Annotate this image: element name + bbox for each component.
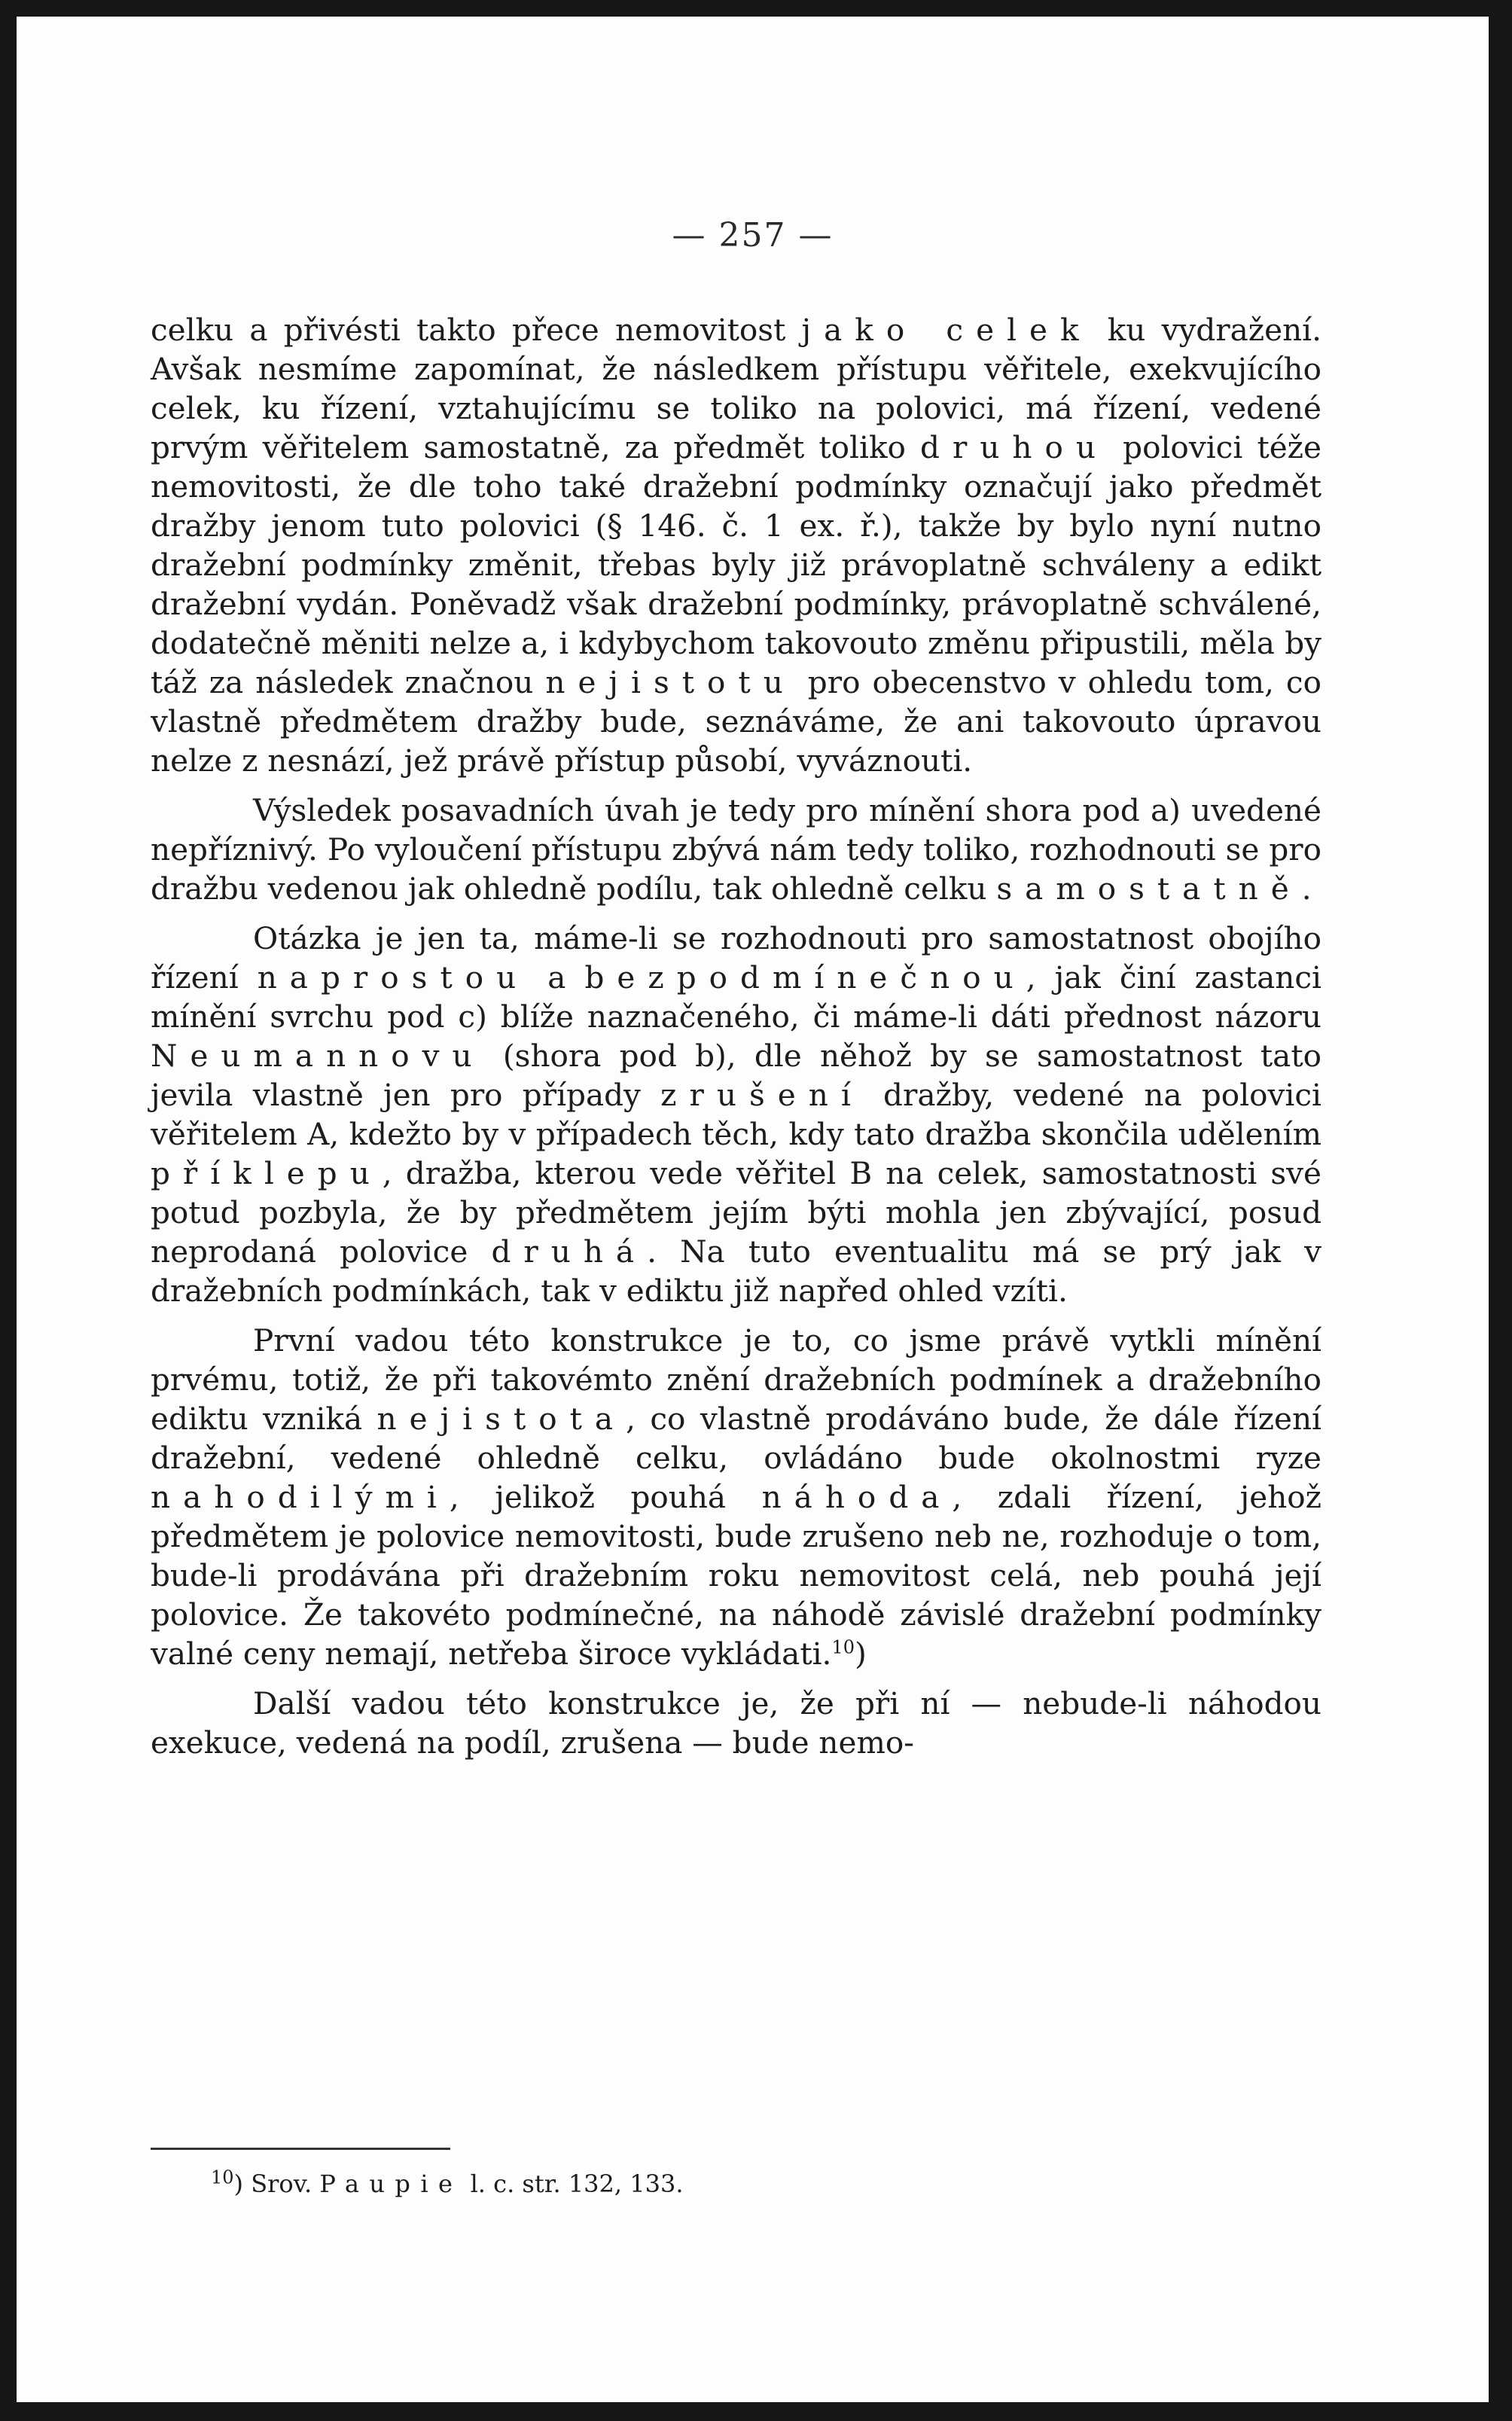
spaced-emphasis: nejistota [376, 1401, 626, 1437]
page-number: — 257 — [672, 216, 834, 255]
footnote-author: Paupie [319, 2169, 463, 2198]
text-run: První vadou této konstrukce je to, co jsme právě vytkli mínění prvému, totiž, že při takovémto znění dražebních podmínek a dražebního ediktu vzniká [151, 1322, 1321, 1437]
text-run: ) [854, 1636, 867, 1672]
footnote-ref: 10 [831, 1636, 855, 1658]
spaced-emphasis: druhá [491, 1233, 648, 1270]
text-run: celku a přivésti takto přece nemovitost [151, 312, 802, 348]
paragraph [151, 919, 1321, 1310]
text-run: dražby, vedené na polovici věřitelem A, kdežto by v případech těch, kdy tato dražba skončila udělením [151, 1077, 1321, 1152]
spaced-emphasis: Neumannovu [151, 1038, 485, 1074]
footnote [211, 2166, 684, 2199]
text-run: , dražba, kterou vede věřitel B na celek, samostatnosti své potud pozbyla, že by předmětem jejím býti mohla jen zbývající, posud neprodaná polovice [151, 1155, 1321, 1270]
text-run: , jak činí zastanci mínění svrchu pod c) blíže naznačeného, či máme-li dáti přednost názoru [151, 959, 1321, 1035]
text-run: pro obecenstvo v ohledu tom, co vlastně předmětem dražby bude, seznáváme, že ani takovouto úpravou nelze z nesnází, jež právě přístup působí, vyváznouti. [151, 664, 1322, 779]
spaced-emphasis: jako celek [801, 312, 1092, 348]
text-run: . Na tuto eventualitu má se prý jak v dražebních podmínkách, tak v ediktu již napřed ohled vzíti. [151, 1233, 1321, 1309]
text-run: (shora pod b), dle něhož by se samostatnost tato jevila vlastně jen pro případy [151, 1038, 1321, 1113]
paragraph [151, 1684, 1321, 1762]
text-run: , jelikož pouhá [449, 1479, 762, 1515]
footnote-lead: ) Srov. [233, 2169, 320, 2198]
spaced-emphasis: nejistotu [545, 664, 796, 700]
spaced-emphasis: příklepu [151, 1155, 383, 1191]
text-run: , zdali řízení, jehož předmětem je polovice nemovitosti, bude zrušeno neb ne, rozhoduje o tom, bude-li prodávána při dražebním roku nemovitost celá, neb pouhá její polovice. Že takovéto podmínečné, na náhodě závislé dražební podmínky valné ceny nemají, netřeba široce vykládati. [151, 1479, 1321, 1672]
text-run: , co vlastně prodáváno bude, že dále řízení dražební, vedené ohledně celku, ovládáno bude okolnostmi ryze [151, 1401, 1322, 1476]
spaced-emphasis: bezpodmínečnou [584, 959, 1026, 996]
text-run: . [1301, 871, 1312, 907]
footnote-marker: 10 [211, 2166, 234, 2188]
spaced-emphasis: náhoda [761, 1479, 953, 1515]
text-run: Výsledek posavadních úvah je tedy pro mínění shora pod a) uvedené nepříznivý. Po vyloučení přístupu zbývá nám tedy toliko, rozhodnouti se pro dražbu vedenou jak ohledně podílu, tak ohledně celku [151, 792, 1321, 907]
spaced-emphasis: samostatně [996, 871, 1302, 907]
footnote-rest: l. c. str. 132, 133. [462, 2169, 684, 2198]
book-page [17, 17, 1489, 2402]
spaced-emphasis: zrušení [660, 1077, 864, 1113]
paragraph [151, 310, 1321, 780]
text-run: Otázka je jen ta, máme-li se rozhodnouti pro samostatnost obojího řízení [151, 920, 1321, 996]
footnote-divider [151, 2148, 450, 2150]
paragraph [151, 791, 1321, 908]
text-run: Další vadou této konstrukce je, že při ní — nebude-li náhodou exekuce, vedená na podíl, zrušena — bude nemo- [151, 1685, 1321, 1761]
paragraph [151, 1321, 1321, 1673]
spaced-emphasis: druhou [920, 429, 1109, 465]
spaced-emphasis: naprostou [257, 959, 529, 996]
text-run: polovici téže nemovitosti, že dle toho také dražební podmínky označují jako předmět dražby jenom tuto polovici (§ 146. č. 1 ex. ř.), takže by bylo nyní nutno dražební podmínky změnit, třebas byly již právoplatně schváleny a edikt dražební vydán. Poněvadž však dražební podmínky, právoplatně schválené, dodatečně měniti nelze a, i kdybychom takovouto změnu připustili, měla by táž za následek značnou [151, 429, 1321, 700]
text-run: a [529, 959, 585, 996]
spaced-emphasis: nahodilými [151, 1479, 450, 1515]
body-text [151, 310, 1321, 1762]
text-run: ku vydražení. Avšak nesmíme zapomínat, že následkem přístupu věřitele, exekvujícího celek, ku řízení, vztahujícímu se toliko na polovici, má řízení, vedené prvým věřitelem samostatně, za předmět toliko [151, 312, 1321, 465]
